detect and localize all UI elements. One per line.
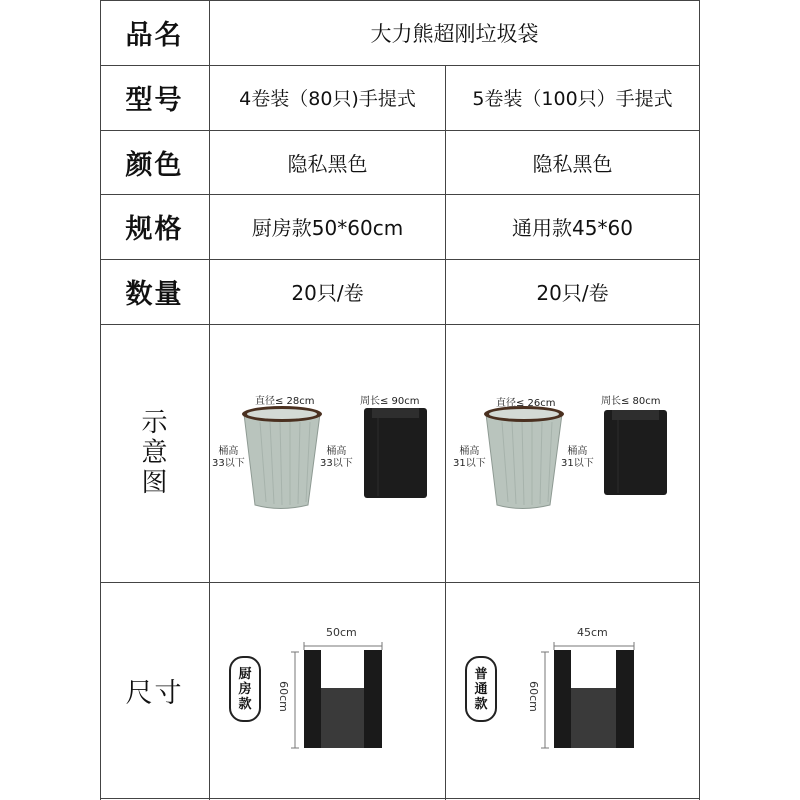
label-diagram — [100, 324, 209, 582]
badge-char: 普 — [474, 666, 488, 682]
value-quantity-2: 20只/卷 — [536, 281, 609, 305]
value-product-name: 大力熊超刚垃圾袋 — [370, 21, 539, 46]
round-bin-height — [212, 446, 245, 470]
value-model-2: 5卷装（100只）手提式 — [472, 88, 673, 110]
table-border-bottom — [100, 798, 700, 799]
value-spec-1: 厨房款50*60cm — [251, 216, 404, 240]
round-bin-height-b: 31以下 — [453, 458, 486, 469]
square-bin-height-a: 桶高 — [567, 446, 588, 457]
value-model-1: 4卷装（80只)手提式 — [239, 88, 416, 110]
label-quantity: 数量 — [125, 279, 184, 310]
label-color: 颜色 — [125, 149, 184, 181]
value-color-2: 隐私黑色 — [532, 151, 613, 176]
label-size: 尺寸 — [125, 677, 184, 709]
bag-width-label: 45cm — [577, 626, 608, 639]
badge-char: 款 — [474, 696, 488, 712]
round-bin-image — [242, 406, 322, 509]
badge-general — [465, 656, 497, 722]
round-bin-image — [484, 406, 564, 509]
label-diagram-char: 示 — [141, 408, 168, 438]
square-bin-perimeter: 周长≤ 90cm — [360, 396, 420, 407]
square-bin-height — [320, 446, 353, 470]
badge-char: 通 — [474, 681, 488, 697]
value-quantity-1: 20只/卷 — [291, 281, 364, 305]
round-bin-height — [453, 446, 486, 470]
value-color-1: 隐私黑色 — [287, 151, 368, 176]
label-diagram-char: 意 — [141, 438, 168, 468]
round-bin-height-a: 桶高 — [459, 446, 480, 457]
label-product-name: 品名 — [125, 20, 184, 51]
round-bin-diameter: 直径≤ 28cm — [255, 396, 315, 407]
value-spec-2: 通用款45*60 — [512, 216, 633, 240]
square-bin-perimeter: 周长≤ 80cm — [601, 396, 661, 407]
bag-diagram-right — [538, 640, 648, 755]
badge-char: 款 — [238, 696, 252, 712]
square-bin-image — [604, 410, 667, 495]
label-diagram-char: 图 — [141, 468, 168, 498]
square-bin-height-b: 33以下 — [320, 458, 353, 469]
bag-height-label: 60cm — [526, 681, 540, 712]
bag-width-label: 50cm — [326, 626, 357, 639]
square-bin-image — [364, 408, 427, 498]
round-bin-height-b: 33以下 — [212, 458, 245, 469]
round-bin-height-a: 桶高 — [218, 446, 239, 457]
bag-diagram-left — [288, 640, 398, 755]
badge-kitchen — [229, 656, 261, 722]
round-bin-diameter: 直径≤ 26cm — [496, 398, 556, 409]
badge-char: 房 — [238, 681, 252, 697]
label-spec: 规格 — [125, 214, 184, 245]
label-model: 型号 — [125, 85, 184, 116]
square-bin-height-b: 31以下 — [561, 458, 594, 469]
badge-char: 厨 — [238, 666, 252, 682]
square-bin-height-a: 桶高 — [326, 446, 347, 457]
square-bin-height — [561, 446, 594, 470]
table-border-right — [699, 0, 700, 800]
bag-height-label: 60cm — [276, 681, 290, 712]
